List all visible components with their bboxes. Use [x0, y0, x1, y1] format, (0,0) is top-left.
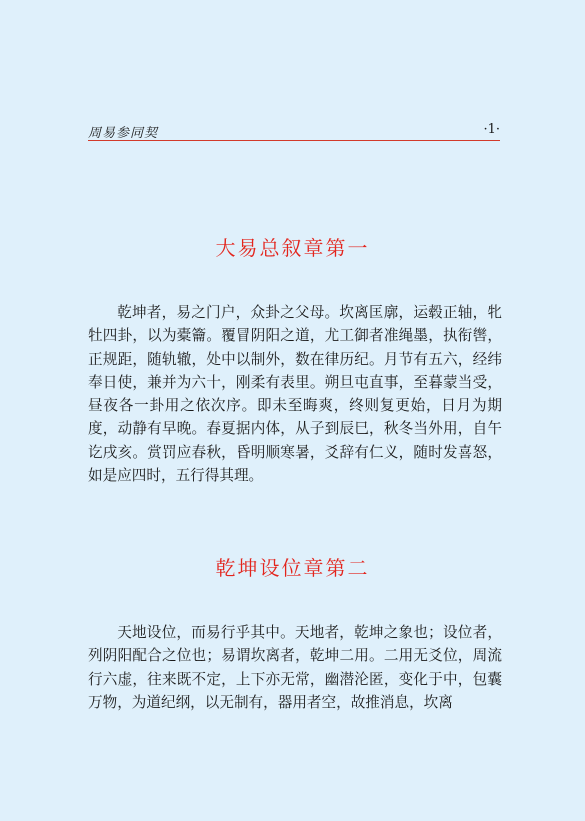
running-header — [88, 122, 500, 141]
chapter-title: 乾坤设位章第二 — [215, 556, 370, 580]
chapter-body: 乾坤者，易之门户，众卦之父母。坎离匡廓，运毂正轴，牝牡四卦，以为橐籥。覆冒阴阳之道，尤工御者准绳墨，执衔辔，正规距，随轨辙，处中以制外，数在律历纪。月节有五六，经纬奉日使，兼并为六十，刚柔有表里。朔旦屯直事，至暮蒙当受，昼夜各一卦用之依次序。即未至晦爽，终则复更始，日月为期度，动静有早晚。春夏据内体，从子到辰巳，秋冬当外用，自午讫戌亥。赏罚应春秋，昏明顺寒暑，爻辞有仁义，随时发喜怒，如是应四时，五行得其理。 — [88, 304, 502, 485]
book-title: 周易参同契 — [88, 126, 159, 141]
chapter-title: 大易总叙章第一 — [215, 236, 370, 260]
chapter-body: 天地设位，而易行乎其中。天地者，乾坤之象也；设位者，列阴阳配合之位也；易谓坎离者，乾坤二用。二用无爻位，周流行六虚，往来既不定，上下亦无常，幽潜沦匿，变化于中，包囊万物，为道纪纲，以无制有，器用者空，故推消息，坎离 — [88, 624, 502, 711]
page-number: ·1· — [483, 122, 500, 137]
